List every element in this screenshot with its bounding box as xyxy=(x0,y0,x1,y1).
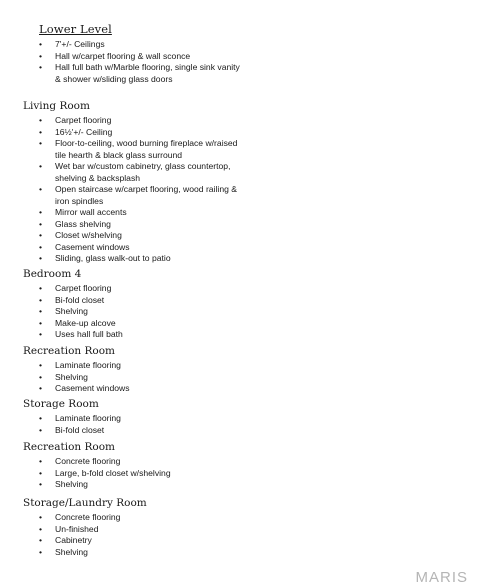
section-heading: Living Room xyxy=(23,100,90,112)
item-line-1: Open staircase w/carpet flooring, wood railing & xyxy=(55,184,237,194)
section-bedroom-4 xyxy=(23,268,123,341)
list-item: • Casement windows xyxy=(23,242,237,254)
list-item: • Concrete flooring xyxy=(23,456,171,468)
item-line-2: iron spindles xyxy=(55,195,104,206)
section-heading: Storage Room xyxy=(23,398,99,410)
section-recreation-room-2 xyxy=(23,441,171,491)
list-item: • Bi-fold closet xyxy=(23,425,121,437)
section-list xyxy=(23,456,171,491)
list-item: • Sliding, glass walk-out to patio xyxy=(23,253,237,265)
list-item: • Mirror wall accents xyxy=(23,207,237,219)
section-list xyxy=(23,115,237,265)
item-line-2: shelving & backsplash xyxy=(55,172,141,183)
list-item xyxy=(23,138,237,161)
section-heading: Bedroom 4 xyxy=(23,268,82,280)
section-living-room xyxy=(23,100,237,265)
item-line-2: & shower w/sliding glass doors xyxy=(55,73,173,84)
section-heading: Recreation Room xyxy=(23,441,115,453)
list-item: • Shelving xyxy=(23,306,123,318)
maris-watermark: MARIS xyxy=(415,569,468,586)
list-item: • Laminate flooring xyxy=(23,413,121,425)
list-item xyxy=(23,62,240,85)
item-line-2: tile hearth & black glass surround xyxy=(55,149,183,160)
page-title: Lower Level xyxy=(39,22,112,36)
intro-list xyxy=(23,39,240,85)
list-item: • Shelving xyxy=(23,479,171,491)
section-list xyxy=(23,360,130,395)
list-item: • Uses hall full bath xyxy=(23,329,123,341)
list-item: • Shelving xyxy=(23,372,130,384)
list-item: • Closet w/shelving xyxy=(23,230,237,242)
list-item: • Shelving xyxy=(23,547,147,559)
list-item: • 16½'+/- Ceiling xyxy=(23,127,237,139)
section-list xyxy=(23,413,121,436)
list-item xyxy=(23,161,237,184)
list-item: • Un-finished xyxy=(23,524,147,536)
item-line-1: Wet bar w/custom cabinetry, glass countertop, xyxy=(55,161,231,171)
section-heading: Recreation Room xyxy=(23,345,115,357)
section-heading: Storage/Laundry Room xyxy=(23,497,147,509)
list-item: • Carpet flooring xyxy=(23,283,123,295)
list-item xyxy=(23,184,237,207)
item-line-1: Floor-to-ceiling, wood burning fireplace w/raised xyxy=(55,138,238,148)
item-line-1: Hall full bath w/Marble flooring, single sink vanity xyxy=(55,62,240,72)
list-item: • Make-up alcove xyxy=(23,318,123,330)
list-item: • Carpet flooring xyxy=(23,115,237,127)
list-item: • Bi-fold closet xyxy=(23,295,123,307)
section-list xyxy=(23,283,123,341)
section-list xyxy=(23,512,147,558)
list-item: • Concrete flooring xyxy=(23,512,147,524)
list-item: • Large, b-fold closet w/shelving xyxy=(23,468,171,480)
section-recreation-room xyxy=(23,345,130,395)
list-item: • Casement windows xyxy=(23,383,130,395)
list-item: • Laminate flooring xyxy=(23,360,130,372)
section-storage-room xyxy=(23,398,121,436)
list-item: • Hall w/carpet flooring & wall sconce xyxy=(23,51,240,63)
list-item: • 7'+/- Ceilings xyxy=(23,39,240,51)
list-item: • Cabinetry xyxy=(23,535,147,547)
section-storage-laundry-room xyxy=(23,497,147,558)
list-item: • Glass shelving xyxy=(23,219,237,231)
